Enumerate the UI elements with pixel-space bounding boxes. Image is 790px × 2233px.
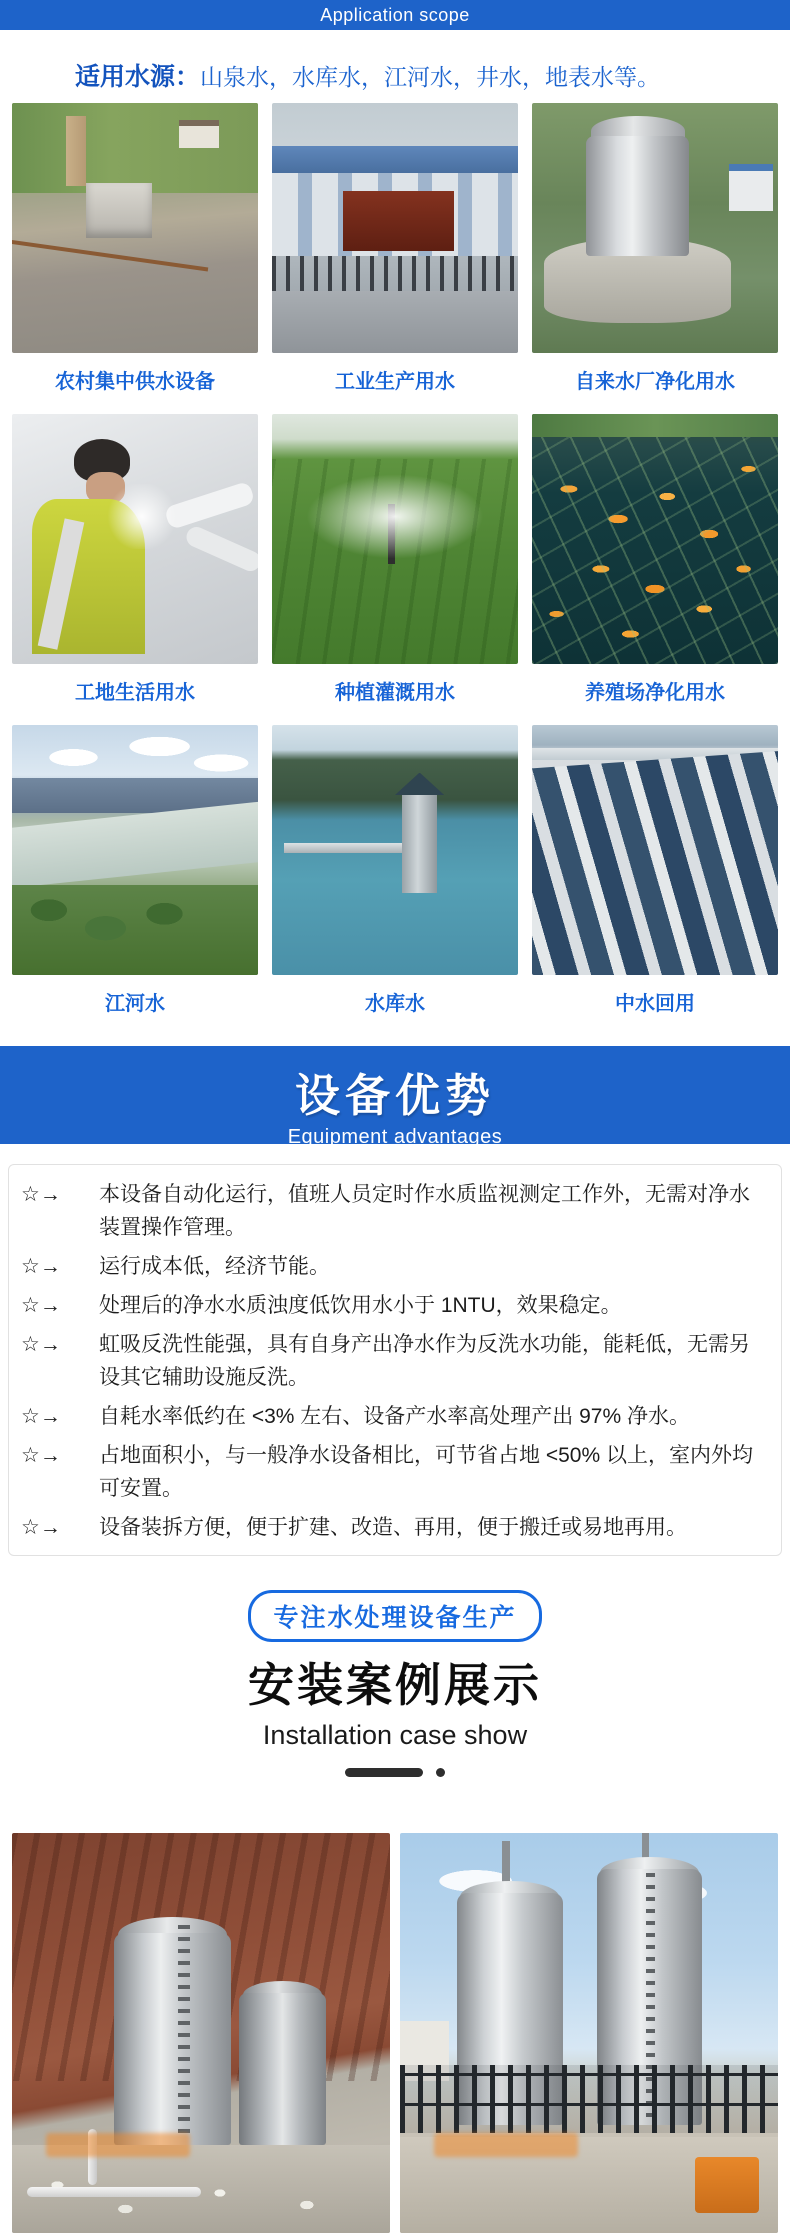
factory-sign-shape: [343, 191, 454, 251]
factory-roof-shape: [272, 146, 518, 174]
gallery-caption: 江河水: [105, 993, 165, 1015]
advantage-text: 本设备自动化运行，值班人员定时作水质监视测定工作外，无需对净水装置操作管理。: [99, 1183, 750, 1239]
advantage-bullet: [21, 1400, 769, 1433]
hills-shape: [12, 103, 258, 193]
walkway-bridge-shape: [284, 843, 407, 853]
gallery-caption: 种植灌溉用水: [335, 682, 455, 704]
advantage-bullet: [21, 1328, 769, 1394]
fence-shape: [272, 256, 518, 291]
cases-subtitle: Installation case show: [262, 1720, 528, 1750]
gallery-item: [532, 725, 778, 1018]
gallery-item: [12, 103, 258, 396]
white-pipe-shape: [184, 524, 258, 574]
gallery-item: [12, 725, 258, 1018]
application-scope-label: Application scope: [320, 4, 470, 25]
trees-shape: [12, 885, 258, 975]
advantage-text: 处理后的净水水质浊度低饮用水小于 1NTU，效果稳定。: [99, 1294, 622, 1317]
spray-mist-shape: [306, 474, 483, 559]
application-scope-banner: [0, 0, 790, 30]
title-divider: [0, 1768, 790, 1777]
advantages-subtitle: Equipment advantages: [287, 1126, 503, 1148]
star-arrow-icon: ☆→: [21, 1516, 61, 1539]
divider-dot: [436, 1768, 445, 1777]
advantage-text: 自耗水率低约在 <3% 左右、设备产水率高处理产出 97% 净水。: [99, 1405, 690, 1428]
pagoda-roof-shape: [395, 773, 444, 796]
road-shape: [272, 291, 518, 354]
star-arrow-icon: ☆→: [21, 1405, 61, 1428]
treatment-channels-shape: [532, 748, 778, 975]
gallery-row-1: [12, 103, 778, 396]
advantage-text: 设备装拆方便，便于扩建、改造、再用，便于搬迁或易地再用。: [99, 1516, 687, 1539]
net-lines-shape: [532, 414, 778, 664]
water-source-line: [0, 30, 790, 95]
gallery-caption: 自来水厂净化用水: [575, 371, 735, 393]
advantage-text: 占地面积小，与一般净水设备相比，可节省占地 <50% 以上，室内外均可安置。: [99, 1444, 753, 1500]
advantage-bullet: [21, 1439, 769, 1505]
photo-irrigation-water: [272, 414, 518, 664]
gallery-caption: 工业生产用水: [335, 371, 455, 393]
gallery-item: [12, 414, 258, 707]
steel-tank-shape: [239, 1993, 326, 2145]
installation-cases-header: [0, 1590, 790, 1777]
gallery-caption: 中水回用: [615, 993, 695, 1015]
photo-water-reuse: [532, 725, 778, 975]
gallery-item: [272, 414, 518, 707]
water-source-prefix: 适用水源：: [75, 63, 201, 91]
photo-construction-site-water: [12, 414, 258, 664]
star-arrow-icon: ☆→: [21, 1444, 61, 1467]
gallery-row-3: [12, 725, 778, 1018]
star-arrow-icon: ☆→: [21, 1183, 61, 1206]
photo-fish-farm-water: [532, 414, 778, 664]
gallery-item: [272, 103, 518, 396]
steel-tank-shape: [114, 1933, 231, 2145]
pond-bank-shape: [532, 414, 778, 437]
river-shape: [12, 800, 258, 891]
gallery-item: [532, 414, 778, 707]
ladder-shape: [178, 1925, 189, 2133]
advantages-title: 设备优势: [294, 1070, 495, 1121]
watermark: [46, 2133, 190, 2157]
divider-bar: [345, 1768, 423, 1777]
photo-rural-water-supply: [12, 103, 258, 353]
star-arrow-icon: ☆→: [21, 1255, 61, 1278]
intake-tower-shape: [402, 793, 436, 893]
steel-tank-shape: [586, 136, 689, 256]
advantage-bullet: [21, 1178, 769, 1244]
installation-case-photos: [0, 1833, 790, 2233]
advantage-text: 虹吸反洗性能强，具有自身产出净水作为反洗水功能，能耗低，无需另设其它辅助设施反洗。: [99, 1333, 750, 1389]
advantage-bullet: [21, 1250, 769, 1283]
white-pipe-shape: [27, 2187, 201, 2197]
water-splash-shape: [105, 484, 179, 549]
gallery-item: [532, 103, 778, 396]
photo-industrial-water: [272, 103, 518, 353]
gallery-item: [272, 725, 518, 1018]
advantage-text: 运行成本低，经济节能。: [99, 1255, 330, 1278]
house-shape: [179, 126, 218, 149]
focus-badge: 专注水处理设备生产: [248, 1590, 541, 1642]
post-shape: [66, 116, 86, 186]
star-arrow-icon: ☆→: [21, 1294, 61, 1317]
gallery-caption: 养殖场净化用水: [585, 682, 725, 704]
equipment-advantages-banner: [0, 1046, 790, 1148]
watermark: [434, 2133, 578, 2157]
advantage-bullet: [21, 1289, 769, 1322]
star-arrow-icon: ☆→: [21, 1333, 61, 1356]
pipe-shape: [12, 238, 208, 271]
fence-rails-shape: [400, 2073, 778, 2076]
application-gallery: [0, 95, 790, 1018]
gallery-caption: 农村集中供水设备: [55, 371, 215, 393]
photo-river-water: [12, 725, 258, 975]
photo-waterworks-purification: [532, 103, 778, 353]
tank-box-shape: [86, 183, 152, 238]
advantages-box: [8, 1164, 782, 1556]
gallery-caption: 工地生活用水: [75, 682, 195, 704]
gallery-caption: 水库水: [365, 993, 425, 1015]
water-source-list: 山泉水，水库水，江河水，井水，地表水等。: [200, 64, 661, 90]
hut-shape: [729, 171, 773, 211]
advantage-bullet: [21, 1511, 769, 1544]
gallery-row-2: [12, 414, 778, 707]
case-photo-earth-bank-tanks: [12, 1833, 390, 2233]
cases-title: 安装案例展示: [248, 1659, 542, 1711]
photo-reservoir-water: [272, 725, 518, 975]
case-photo-tanks-sky-fence: [400, 1833, 778, 2233]
advantages-list: [21, 1178, 769, 1544]
orange-machine-shape: [695, 2157, 759, 2213]
